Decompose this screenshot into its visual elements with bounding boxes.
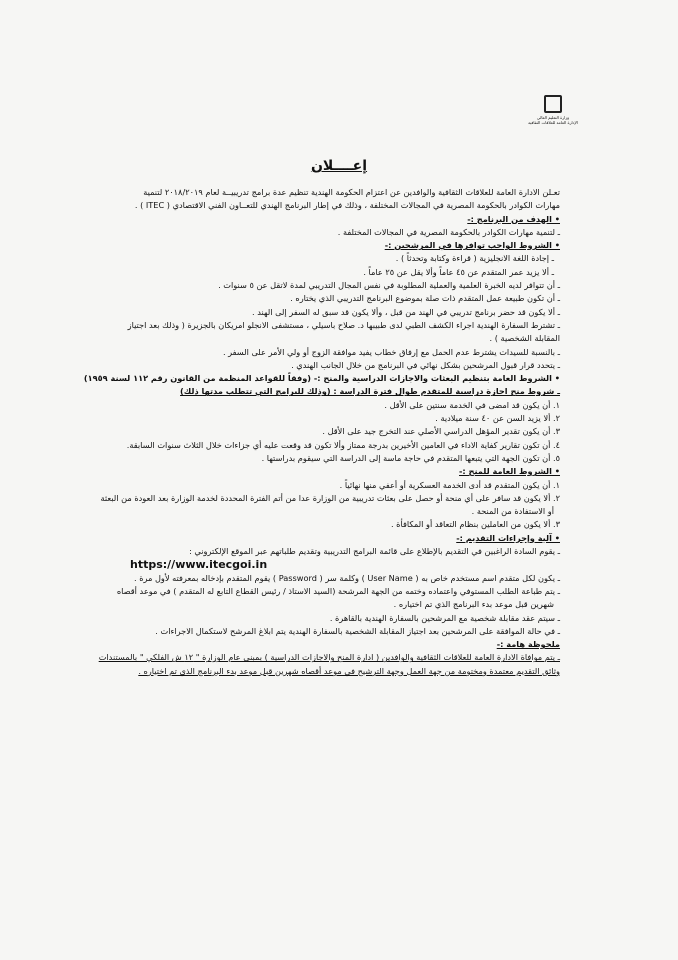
- text-line: شهرين قبل موعد بدء البرنامج الذي تم اختياره .: [393, 599, 554, 610]
- announcement-title: إعــــلان: [310, 158, 368, 174]
- text-line: ـ يتحدد قرار قبول المرشحين بشكل نهائي في البرنامج من خلال الجانب الهندي .: [291, 359, 560, 370]
- text-line: ١. أن يكون قد امضى في الخدمة سنتين على الأقل .: [384, 399, 560, 410]
- text-line: ـ يتم موافاة الادارة العامة للعلاقات الثقافية والوافدين ( ادارة المنح والاجازات الدراسية ) بمبنى عام الوزارة " ١٢ ش الفلكي " بالمستندات: [98, 652, 560, 663]
- text-line: أو الاستفادة من المنحة .: [471, 506, 554, 517]
- text-line: ـ شروط منح اجازة دراسية للمتقدم طوال فترة الدراسة : (وذلك للبرامج التي تتطلب مدتها ذلك): [180, 386, 560, 397]
- text-line: ـ تشترط السفارة الهندية اجراء الكشف الطبي لدى طبيبها د. صلاح باسيلي ، مستشفى الانجلو امريكان بالجزيرة ( وذلك بعد اجتياز: [127, 319, 560, 330]
- text-line: ٢. ألا يزيد السن عن ٤٠ سنة ميلادية .: [435, 413, 560, 424]
- announcement-body: [83, 186, 560, 678]
- text-line: ١. أن يكون المتقدم قد أدى الخدمة العسكرية أو أعفي منها نهائياً .: [339, 479, 560, 490]
- text-line: ـ سيتم عقد مقابلة شخصية مع المرشحين بالسفارة الهندية بالقاهرة .: [329, 612, 560, 623]
- logo-line-1: وزارة التعليم العالي: [536, 115, 570, 120]
- text-line: ٤. أن تكون تقارير كفاية الاداء في العامين الأخيرين بدرجة ممتاز وألا تكون قد وقعت عليه أي جزاءات خلال الثلاث سنوات السابقة.: [126, 439, 560, 450]
- eagle-emblem-icon: [544, 95, 562, 113]
- text-line: ـ يكون لكل متقدم اسم مستخدم خاص به ( User Name ) وكلمة سر ( Password ) يقوم المتقدم بإدخاله بمعرفته لأول مرة .: [133, 572, 560, 583]
- text-line: ـ ألا يكون قد حضر برنامج تدريبي في الهند من قبل ، وألا يكون قد سبق له السفر إلى الهند .: [251, 306, 560, 317]
- text-line: ٢. ألا يكون قد سافر على أي منحة أو حصل على بعثات تدريبية من الوزارة عدا من أتم الفترة المحددة لخدمة الوزارة بعد العودة من البعثة: [100, 492, 560, 503]
- text-line[interactable]: https://www.itecgoi.in: [130, 558, 268, 572]
- text-line: • الهدف من البرنامج :-: [467, 213, 560, 224]
- text-line: تعـلن الادارة العامة للعلاقات الثقافية والوافدين عن اعتزام الحكومة الهندية تنظيم عدة برامج تدريبيــة لعام ٢٠١٨/٢٠١٩ لتنمية: [143, 187, 560, 197]
- text-line: المقابلة الشخصية ) .: [489, 333, 560, 344]
- text-line: • الشروط العامة للمنح :-: [459, 466, 560, 477]
- text-line: • آلية وإجراءات التقديم :-: [456, 532, 560, 543]
- text-line: ـ لتنمية مهارات الكوادر بالحكومة المصرية في المجالات المختلفة .: [337, 226, 560, 237]
- text-line: وثائق التقديم معتمدة ومختومة من جهة العمل وجهة الترشيح في موعد أقصاه شهرين قبل موعد بدء البرنامج الذي تم اختياره .: [138, 665, 560, 676]
- text-line: ـ يقوم السادة الراغبين في التقديم بالإطلاع على قائمة البرامج التدريبية وتقديم طلباتهم عبر الموقع الإلكتروني :: [189, 546, 560, 557]
- logo-line-2: الإدارة العامة للعلاقات الثقافية: [528, 120, 578, 125]
- text-line: ـ ألا يزيد عمر المتقدم عن ٤٥ عاماً وألا يقل عن ٢٥ عاماً .: [363, 266, 554, 277]
- text-line: ـ أن تكون طبيعة عمل المتقدم ذات صلة بموضوع البرنامج التدريبي الذي يختاره .: [290, 293, 560, 304]
- text-line: • الشروط العامة بتنظيم البعثات والاجازات الدراسية والمنح :- (وفقاً للقواعد المنظمة من القانون رقم ١١٢ لسنة ١٩٥٩): [83, 373, 560, 384]
- text-line: ٣. ألا يكون من العاملين بنظام التعاقد أو المكافأة .: [390, 519, 560, 530]
- ministry-logo: [518, 95, 588, 135]
- text-line: • الشروط الواجب توافرها في المرشحين :-: [384, 240, 560, 251]
- text-line: مهارات الكوادر بالحكومة المصرية في المجالات المختلفة ، وذلك في إطار البرنامج الهندي للتعــاون الفني الاقتصادي ( ITEC ) .: [134, 200, 560, 211]
- text-line: ـ في حالة الموافقة على المرشحين بعد اجتياز المقابلة الشخصية بالسفارة الهندية يتم ابلاغ المرشح لاستكمال الاجراءات .: [155, 625, 560, 636]
- text-line: ـ يتم طباعة الطلب المستوفي واعتماده وختمه من الجهة المرشحة (السيد الاستاذ / رئيس القطاع التابع له المتقدم ) في موعد أقصاه: [116, 585, 560, 596]
- text-line: ـ إجادة اللغة الانجليزية ( قراءة وكتابة وتحدثاً ) .: [395, 253, 554, 264]
- text-line: ـ بالنسبة للسيدات يشترط عدم الحمل مع إرفاق خطاب يفيد موافقة الزوج أو ولي الأمر على السفر .: [222, 346, 560, 357]
- text-line: ملحوظة هامة :-: [496, 639, 560, 650]
- text-line: ـ أن تتوافر لديه الخبرة العلمية والعملية المطلوبة في نفس المجال التدريبي لمدة لاتقل عن ٥ سنوات .: [218, 280, 560, 291]
- text-line: ٥. أن تكون الجهة التي يتبعها المتقدم في حاجة ماسة إلى الدراسة التي سيقوم بدراستها .: [261, 452, 560, 463]
- text-line: ٣. أن يكون تقدير المؤهل الدراسي الأصلي عند التخرج جيد على الأقل .: [322, 426, 560, 437]
